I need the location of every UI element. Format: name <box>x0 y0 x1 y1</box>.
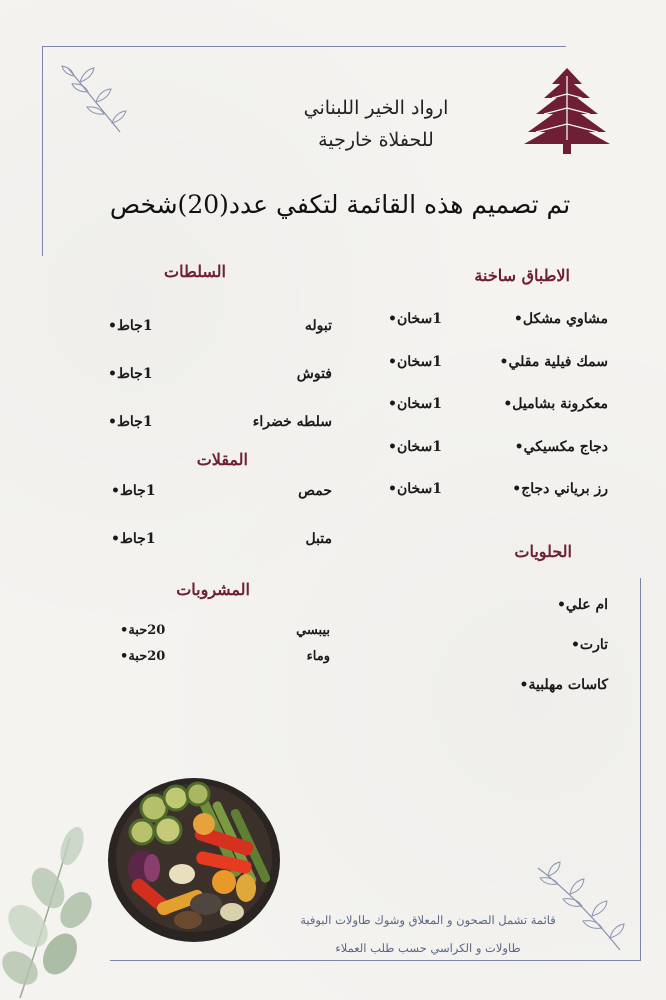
menu-headline: تم تصميم هذه القائمة لتكفي عدد(20)شخص <box>109 190 571 219</box>
list-item: ام علي• <box>556 597 608 613</box>
frame-right-line <box>640 578 641 960</box>
list-item: معكرونة بشاميل• 1سخان• <box>388 396 608 412</box>
frame-left-line <box>42 46 43 256</box>
cedar-tree-icon <box>522 64 612 156</box>
hot-dishes-heading: الاطباق ساخنة <box>474 266 570 285</box>
list-item: سلطه خضراء 1جاط• <box>108 414 332 430</box>
eucalyptus-icon <box>0 818 110 1000</box>
list-item: بيبسي 20حبة• <box>120 623 330 638</box>
list-item: وماء 20حبة• <box>120 649 330 664</box>
restaurant-title <box>246 92 506 156</box>
drinks-heading: المشروبات <box>176 580 250 599</box>
title-line-1: ارواد الخير اللبناني <box>303 97 449 119</box>
list-item: متبل 1جاط• <box>111 531 332 547</box>
list-item: مشاوي مشكل• 1سخان• <box>388 311 608 327</box>
list-item: سمك فيلية مقلي• 1سخان• <box>388 354 608 370</box>
salads-heading: السلطات <box>164 262 226 281</box>
footer-line-2: طاولات و الكراسي حسب طلب العملاء <box>335 941 521 955</box>
list-item: كاسات مهلبية• <box>519 677 608 693</box>
list-item: رز برياني دجاج• 1سخان• <box>388 481 608 497</box>
footer-line-1: قائمة تشمل الصحون و المعلاق وشوك طاولات البوفية <box>300 913 556 927</box>
list-item: فتوش 1جاط• <box>108 366 332 382</box>
list-item: دجاج مكسيكي• 1سخان• <box>388 439 608 455</box>
title-line-2: للحفلاة خارجية <box>318 129 434 151</box>
list-item: تبوله 1جاط• <box>108 318 332 334</box>
appetizers-heading: المقلات <box>196 450 248 469</box>
leaf-sprig-icon <box>60 60 130 140</box>
desserts-heading: الحلويات <box>514 542 572 561</box>
frame-top-line <box>42 46 566 47</box>
footer-note <box>248 906 608 962</box>
list-item: تارت• <box>570 637 608 653</box>
list-item: حمص 1جاط• <box>111 483 332 499</box>
